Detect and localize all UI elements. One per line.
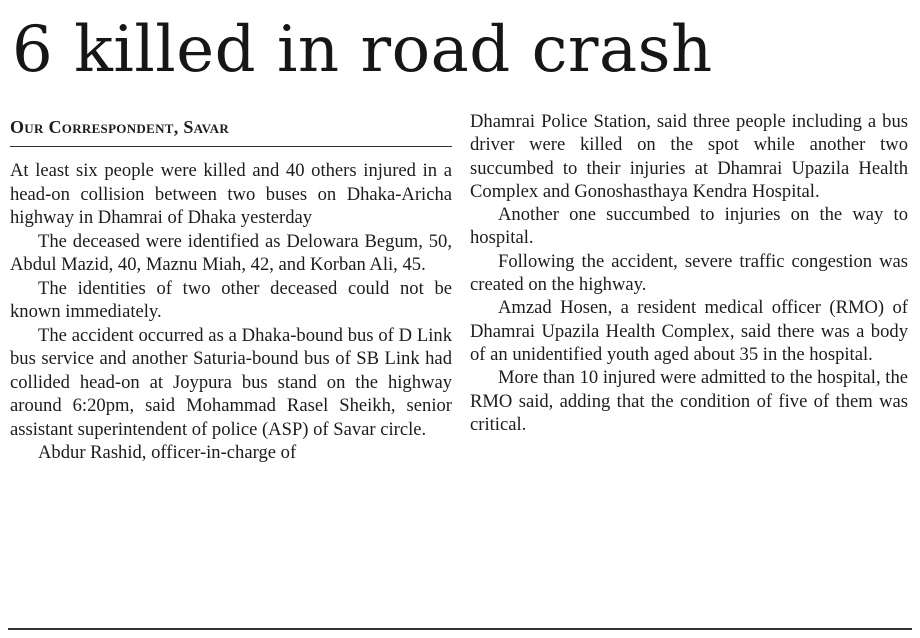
paragraph: The identities of two other deceased could not be known immediately. <box>10 277 452 322</box>
paragraph: Amzad Hosen, a resident medical officer (RMO) of Dhamrai Upazila Health Complex, said there was a body of an unidentified youth aged about 35 in the hospital. <box>470 297 908 365</box>
paragraph: More than 10 injured were admitted to the hospital, the RMO said, adding that the condition of five of them was critical. <box>470 367 908 435</box>
bottom-rule <box>8 628 912 630</box>
paragraph: Abdur Rashid, officer-in-charge of <box>38 442 297 463</box>
byline: Our Correspondent, Savar <box>10 117 230 137</box>
paragraph: The deceased were identified as Delowara Begum, 50, Abdul Mazid, 40, Maznu Miah, 42, and Korban Ali, 45. <box>10 230 452 275</box>
paragraph: Following the accident, severe traffic congestion was created on the highway. <box>470 250 908 296</box>
paragraph: Dhamrai Police Station, said three people including a bus driver were killed on the spot while another two succumbed to their injuries at Dhamrai Upazila Health Complex and Gonoshasthaya Kendra Hospital. <box>470 111 908 202</box>
left-column <box>10 114 452 465</box>
paragraph: At least six people were killed and 40 others injured in a head-on collision between two buses on Dhaka-Aricha highway in Dhamrai of Dhaka yesterday <box>10 160 452 228</box>
right-column <box>470 110 908 436</box>
byline-rule <box>10 146 452 147</box>
paragraph: The accident occurred as a Dhaka-bound bus of D Link bus service and another Saturia-bound bus of SB Link had collided head-on at Joypura bus stand on the highway around 6:20pm, said Mohammad Rasel Sheikh, senior assistant superintendent of police (ASP) of Savar circle. <box>10 324 452 440</box>
paragraph: Another one succumbed to injuries on the way to hospital. <box>470 204 908 249</box>
headline: 6 killed in road crash <box>12 13 713 87</box>
